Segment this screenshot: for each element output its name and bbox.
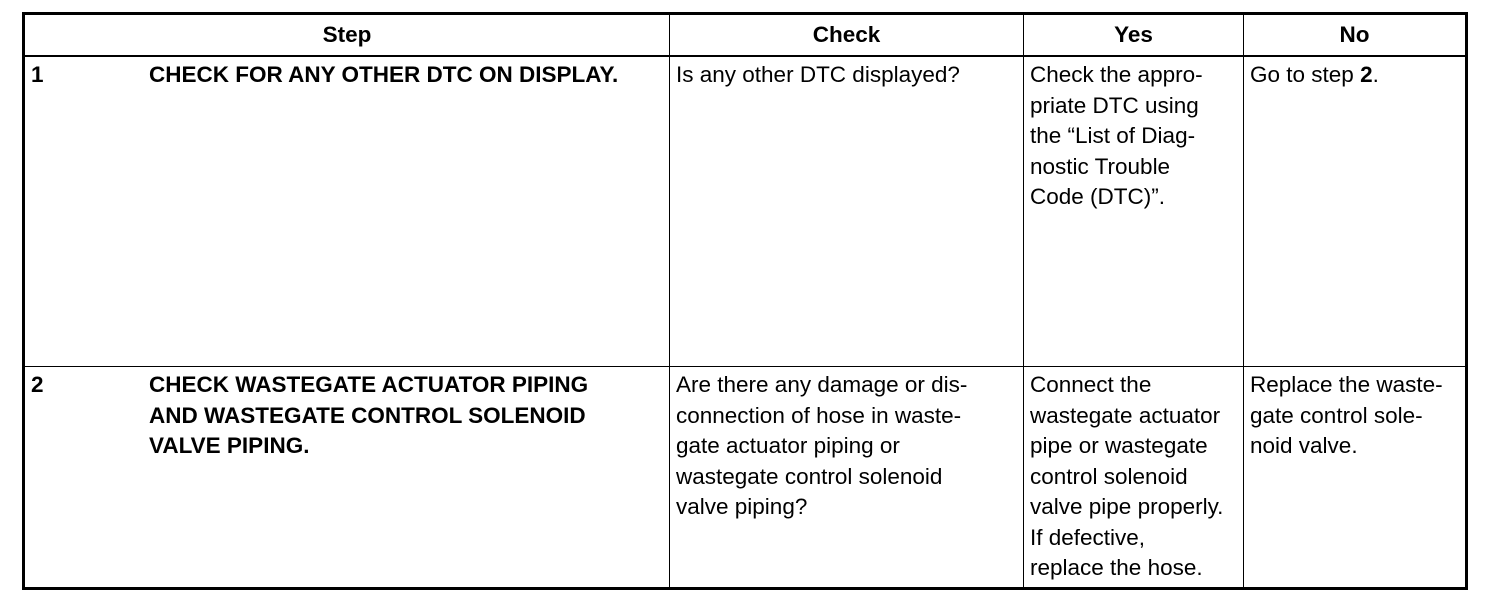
header-row <box>24 14 1467 57</box>
step-cell <box>24 367 670 589</box>
check-cell <box>670 367 1024 589</box>
no-action-step-link: 2 <box>1360 62 1373 87</box>
no-action-prefix: Go to step <box>1250 62 1361 87</box>
step-number: 2 <box>31 372 44 397</box>
check-question: Is any other DTC displayed? <box>676 62 960 87</box>
header-no: No <box>1244 14 1467 57</box>
step-number: 1 <box>31 62 44 87</box>
no-action <box>1250 60 1461 91</box>
step-cell <box>24 56 670 367</box>
no-action-suffix: . <box>1372 62 1379 87</box>
header-check: Check <box>670 14 1024 57</box>
header-yes: Yes <box>1024 14 1244 57</box>
yes-action: Check the appro- priate DTC using the “List of Diag- nostic Trouble Code (DTC)”. <box>1030 62 1203 209</box>
check-cell <box>670 56 1024 367</box>
check-question: Are there any damage or dis- connection of hose in waste- gate actuator piping or wastegate control solenoid valve piping? <box>676 372 968 519</box>
step-description: CHECK WASTEGATE ACTUATOR PIPING AND WASTEGATE CONTROL SOLENOID VALVE PIPING. <box>149 372 589 458</box>
no-cell <box>1244 56 1467 367</box>
diagnostic-table <box>22 12 1468 590</box>
step-description: CHECK FOR ANY OTHER DTC ON DISPLAY. <box>149 62 619 87</box>
yes-action: Connect the wastegate actuator pipe or wastegate control solenoid valve pipe properly. If defective, replace the hose. <box>1030 372 1224 580</box>
header-step: Step <box>24 14 670 57</box>
yes-cell <box>1024 367 1244 589</box>
no-cell <box>1244 367 1467 589</box>
table-row <box>24 56 1467 367</box>
yes-cell <box>1024 56 1244 367</box>
table-row <box>24 367 1467 589</box>
no-action: Replace the waste- gate control sole- noid valve. <box>1250 372 1443 458</box>
